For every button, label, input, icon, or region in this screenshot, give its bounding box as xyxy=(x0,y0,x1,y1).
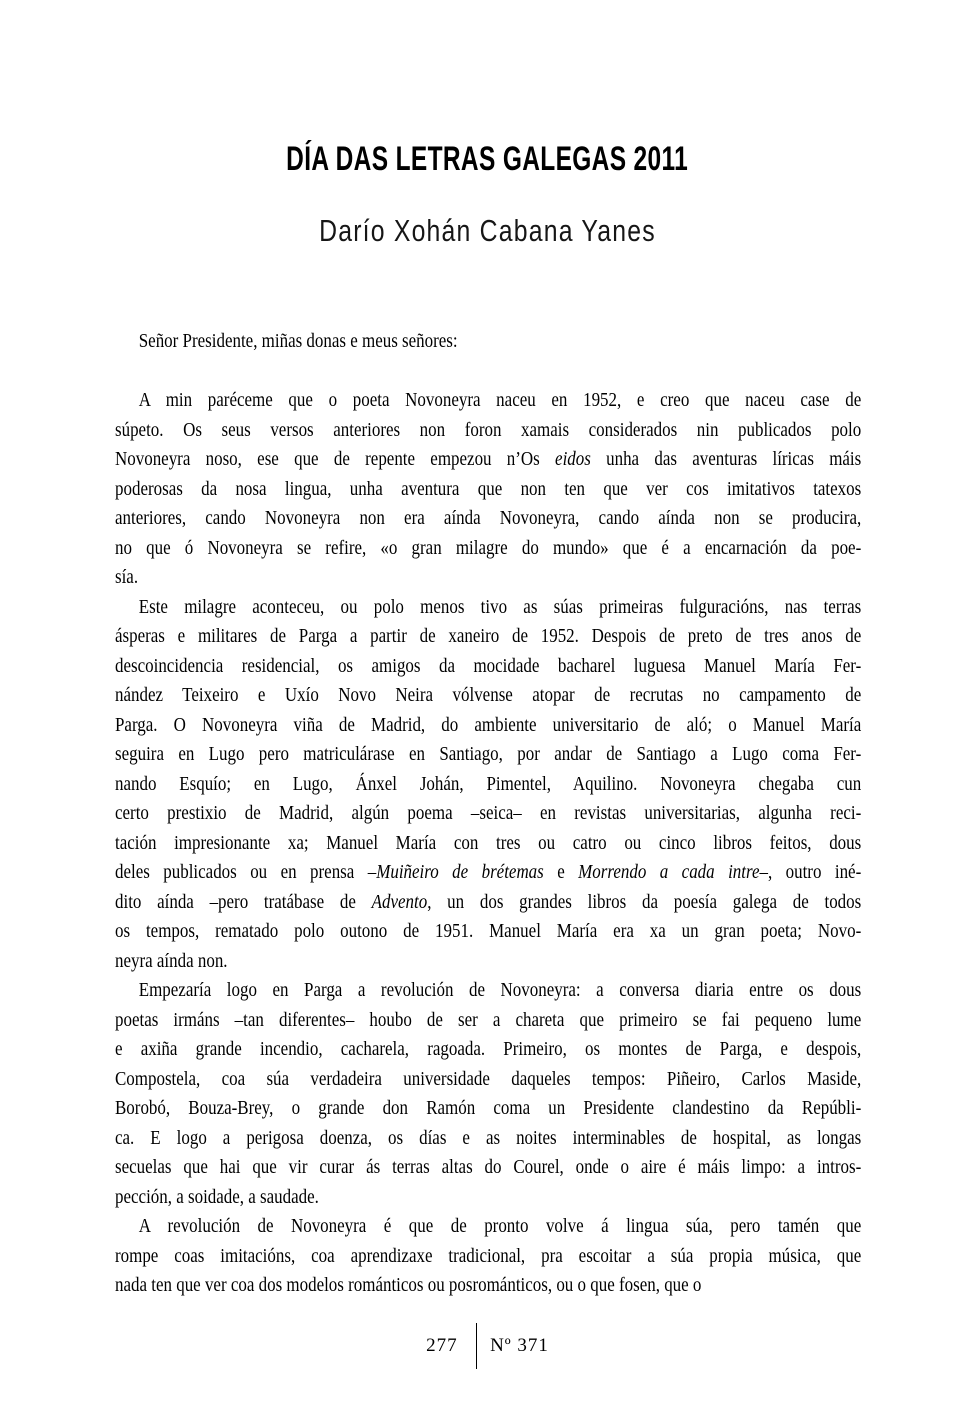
text-line: Compostela, coa súa verdadeira universidade daqueles tempos: Piñeiro, Carlos Maside, xyxy=(115,1067,862,1090)
text-line: e axiña grande incendio, cacharela, ragoada. Primeiro, os montes de Parga, e despois, xyxy=(115,1038,862,1060)
page-title-wrap xyxy=(0,140,975,178)
body-paragraph xyxy=(115,593,861,977)
text-line: sía. xyxy=(115,566,139,588)
body-paragraph xyxy=(115,327,861,357)
text-line: Novoneyra noso, ese que de repente empezou n’Os eidos unha das aventuras líricas máis xyxy=(115,448,862,470)
text-line: ásperas e militares de Parga a partir de xaneiro de 1952. Despois de preto de tres anos de xyxy=(115,625,862,647)
issue-number: Nº 371 xyxy=(490,1334,549,1356)
text-line: poderosas da nosa lingua, unha aventura que non ten que ver cos imitativos tatexos xyxy=(115,477,862,500)
author-wrap xyxy=(0,212,975,250)
text-line: pección, a soidade, a saudade. xyxy=(115,1185,319,1208)
text-line: Empezaría logo en Parga a revolución de Novoneyra: a conversa diaria entre os dous xyxy=(138,979,862,1001)
text-line: nández Teixeiro e Uxío Novo Neira vólvense atopar de recrutas no campamento de xyxy=(115,684,862,706)
text-line: nada ten que ver coa dos modelos románticos ou posrománticos, ou o que fosen, que o xyxy=(115,1274,702,1296)
text-line: A min paréceme que o poeta Novoneyra naceu en 1952, e creo que naceu case de xyxy=(138,389,862,411)
text-line: ca. E logo a perigosa doenza, os días e as noites interminables de hospital, as longas xyxy=(115,1126,862,1149)
page-footer xyxy=(0,1322,975,1369)
text-line: dito aínda –pero tratábase de Advento, un dos grandes libros da poesía galega de todos xyxy=(115,890,862,913)
footer-divider xyxy=(476,1323,478,1369)
body-paragraph xyxy=(115,976,861,1212)
text-line: neyra aínda non. xyxy=(115,949,228,972)
text-line: anteriores, cando Novoneyra non era aínda Novoneyra, cando aínda non se producira, xyxy=(115,507,862,529)
text-line: no que ó Novoneyra se refire, «o gran milagre do mundo» que é a encarnación da poe- xyxy=(115,536,862,559)
page-number: 277 xyxy=(426,1334,458,1356)
page-title: DÍA DAS LETRAS GALEGAS 2011 xyxy=(286,140,689,178)
text-line: seguira en Lugo pero matriculárase en Santiago, por andar de Santiago a Lugo coma Fer- xyxy=(115,743,862,765)
text-line: certo prestixio de Madrid, algún poema –seica– en revistas universitarias, algunha reci- xyxy=(115,802,862,824)
text-line: nando Esquío; en Lugo, Ánxel Johán, Pimentel, Aquilino. Novoneyra chegaba cun xyxy=(115,772,862,795)
text-line: Borobó, Bouza-Brey, o grande don Ramón coma un Presidente clandestino da Repúbli- xyxy=(115,1097,862,1119)
body-text-column xyxy=(115,327,861,1301)
text-line: A revolución de Novoneyra é que de pronto volve á lingua súa, pero tamén que xyxy=(138,1215,862,1237)
text-line: rompe coas imitacións, coa aprendizaxe tradicional, pra escoitar a súa propia música, que xyxy=(115,1244,862,1267)
text-line: Parga. O Novoneyra viña de Madrid, do ambiente universitario de aló; o Manuel María xyxy=(115,713,862,736)
text-line: Señor Presidente, miñas donas e meus señores: xyxy=(138,330,458,352)
text-line: secuelas que hai que vir curar ás terras altas do Courel, onde o aire é máis limpo: a intros- xyxy=(115,1156,862,1178)
body-paragraph xyxy=(115,386,861,593)
text-line: tación impresionante xa; Manuel María con tres ou catro ou cinco libros feitos, dous xyxy=(115,831,862,854)
text-line: os tempos, rematado polo outono de 1951. Manuel María era xa un gran poeta; Novo- xyxy=(115,920,862,942)
text-line: poetas irmáns –tan diferentes– houbo de ser a chareta que primeiro se fai pequeno lume xyxy=(115,1008,862,1031)
author-name: Darío Xohán Cabana Yanes xyxy=(319,213,656,248)
body-paragraph xyxy=(115,1212,861,1301)
text-line: descoincidencia residencial, os amigos da mocidade bacharel luguesa Manuel María Fer- xyxy=(115,654,862,677)
text-line: Este milagre aconteceu, ou polo menos tivo as súas primeiras fulguracións, nas terras xyxy=(138,595,862,618)
text-line: súpeto. Os seus versos anteriores non foron xamais considerados nin publicados polo xyxy=(115,418,862,441)
text-line: deles publicados ou en prensa –Muiñeiro de brétemas e Morrendo a cada intre–, outro iné- xyxy=(115,861,862,883)
